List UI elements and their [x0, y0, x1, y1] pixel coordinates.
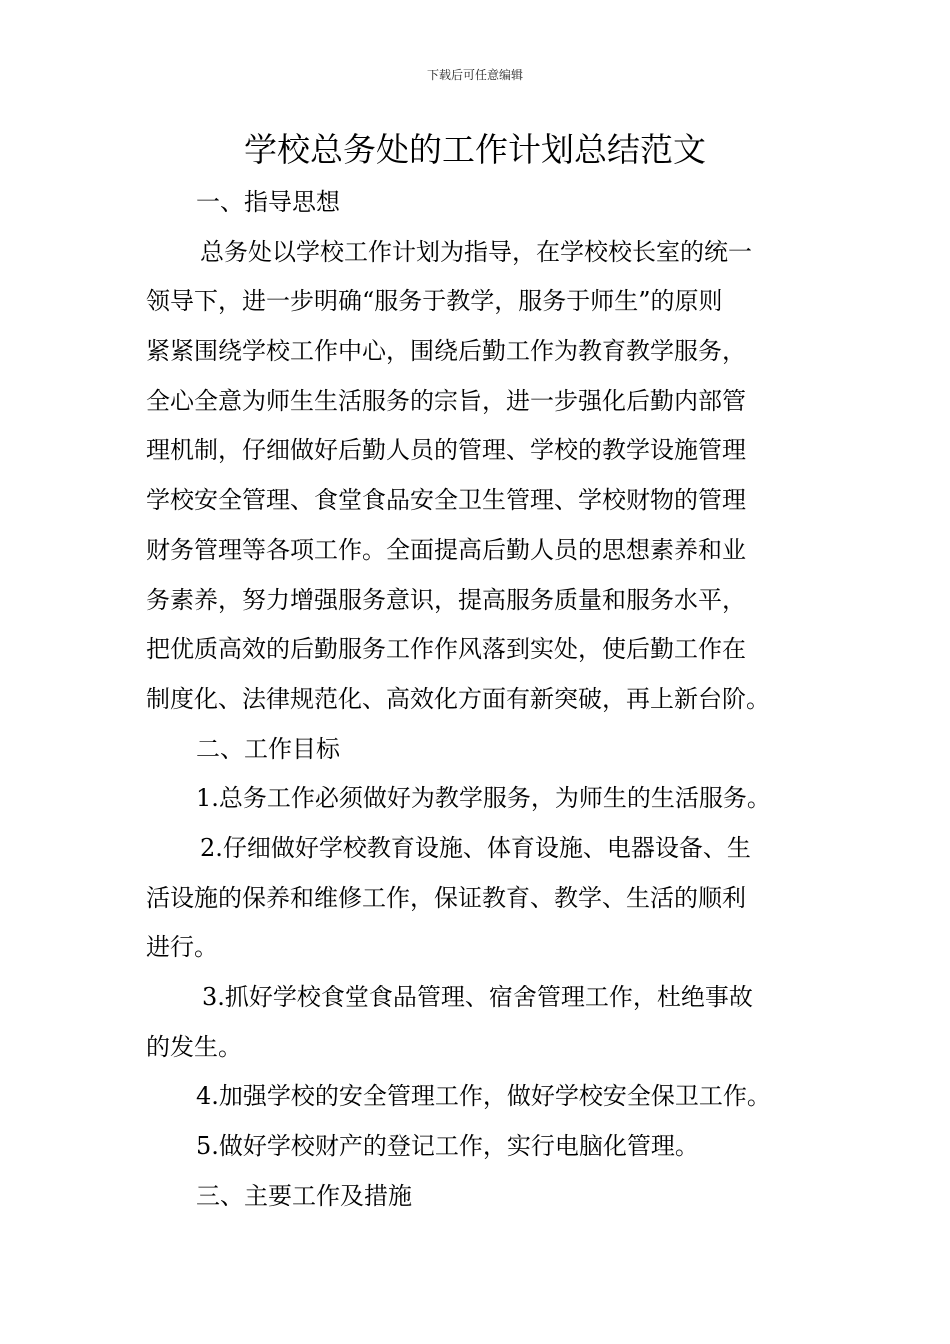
document-body — [146, 178, 806, 1221]
document-title: 学校总务处的工作计划总结范文 — [244, 130, 706, 169]
body-line: 1.总务工作必须做好为教学服务，为师生的生活服务。 — [196, 784, 771, 813]
body-line: 3.抓好学校食堂食品管理、宿舍管理工作，杜绝事故 — [202, 983, 753, 1011]
header-note: 下载后可任意编辑 — [426, 68, 523, 82]
body-line: 4.加强学校的安全管理工作，做好学校安全保卫工作。 — [196, 1082, 771, 1111]
body-line: 三、主要工作及措施 — [196, 1181, 412, 1210]
body-line: 把优质高效的后勤服务工作作风落到实处，使后勤工作在 — [146, 635, 746, 664]
body-line: 活设施的保养和维修工作，保证教育、教学、生活的顺利 — [146, 883, 746, 912]
body-line: 理机制，仔细做好后勤人员的管理、学校的教学设施管理 — [146, 436, 746, 465]
body-line: 进行。 — [146, 933, 218, 962]
body-line: 一、指导思想 — [196, 188, 340, 216]
body-line: 务素养，努力增强服务意识，提高服务质量和服务水平， — [146, 585, 746, 614]
body-line: 总务处以学校工作计划为指导，在学校校长室的统一 — [200, 237, 752, 266]
body-line: 的发生。 — [146, 1032, 242, 1061]
body-line: 财务管理等各项工作。全面提高后勤人员的思想素养和业 — [146, 535, 746, 564]
body-line: 5.做好学校财产的登记工作，实行电脑化管理。 — [196, 1132, 699, 1161]
body-line: 全心全意为师生生活服务的宗旨，进一步强化后勤内部管 — [146, 386, 746, 415]
body-line: 制度化、法律规范化、高效化方面有新突破，再上新台阶。 — [146, 684, 770, 713]
body-line: 紧紧围绕学校工作中心，围绕后勤工作为教育教学服务， — [146, 337, 746, 366]
body-line: 领导下，进一步明确“服务于教学，服务于师生”的原则 — [146, 287, 723, 316]
body-line: 2.仔细做好学校教育设施、体育设施、电器设备、生 — [200, 833, 751, 862]
body-line: 学校安全管理、食堂食品安全卫生管理、学校财物的管理 — [146, 486, 746, 515]
body-line: 二、工作目标 — [196, 734, 340, 763]
